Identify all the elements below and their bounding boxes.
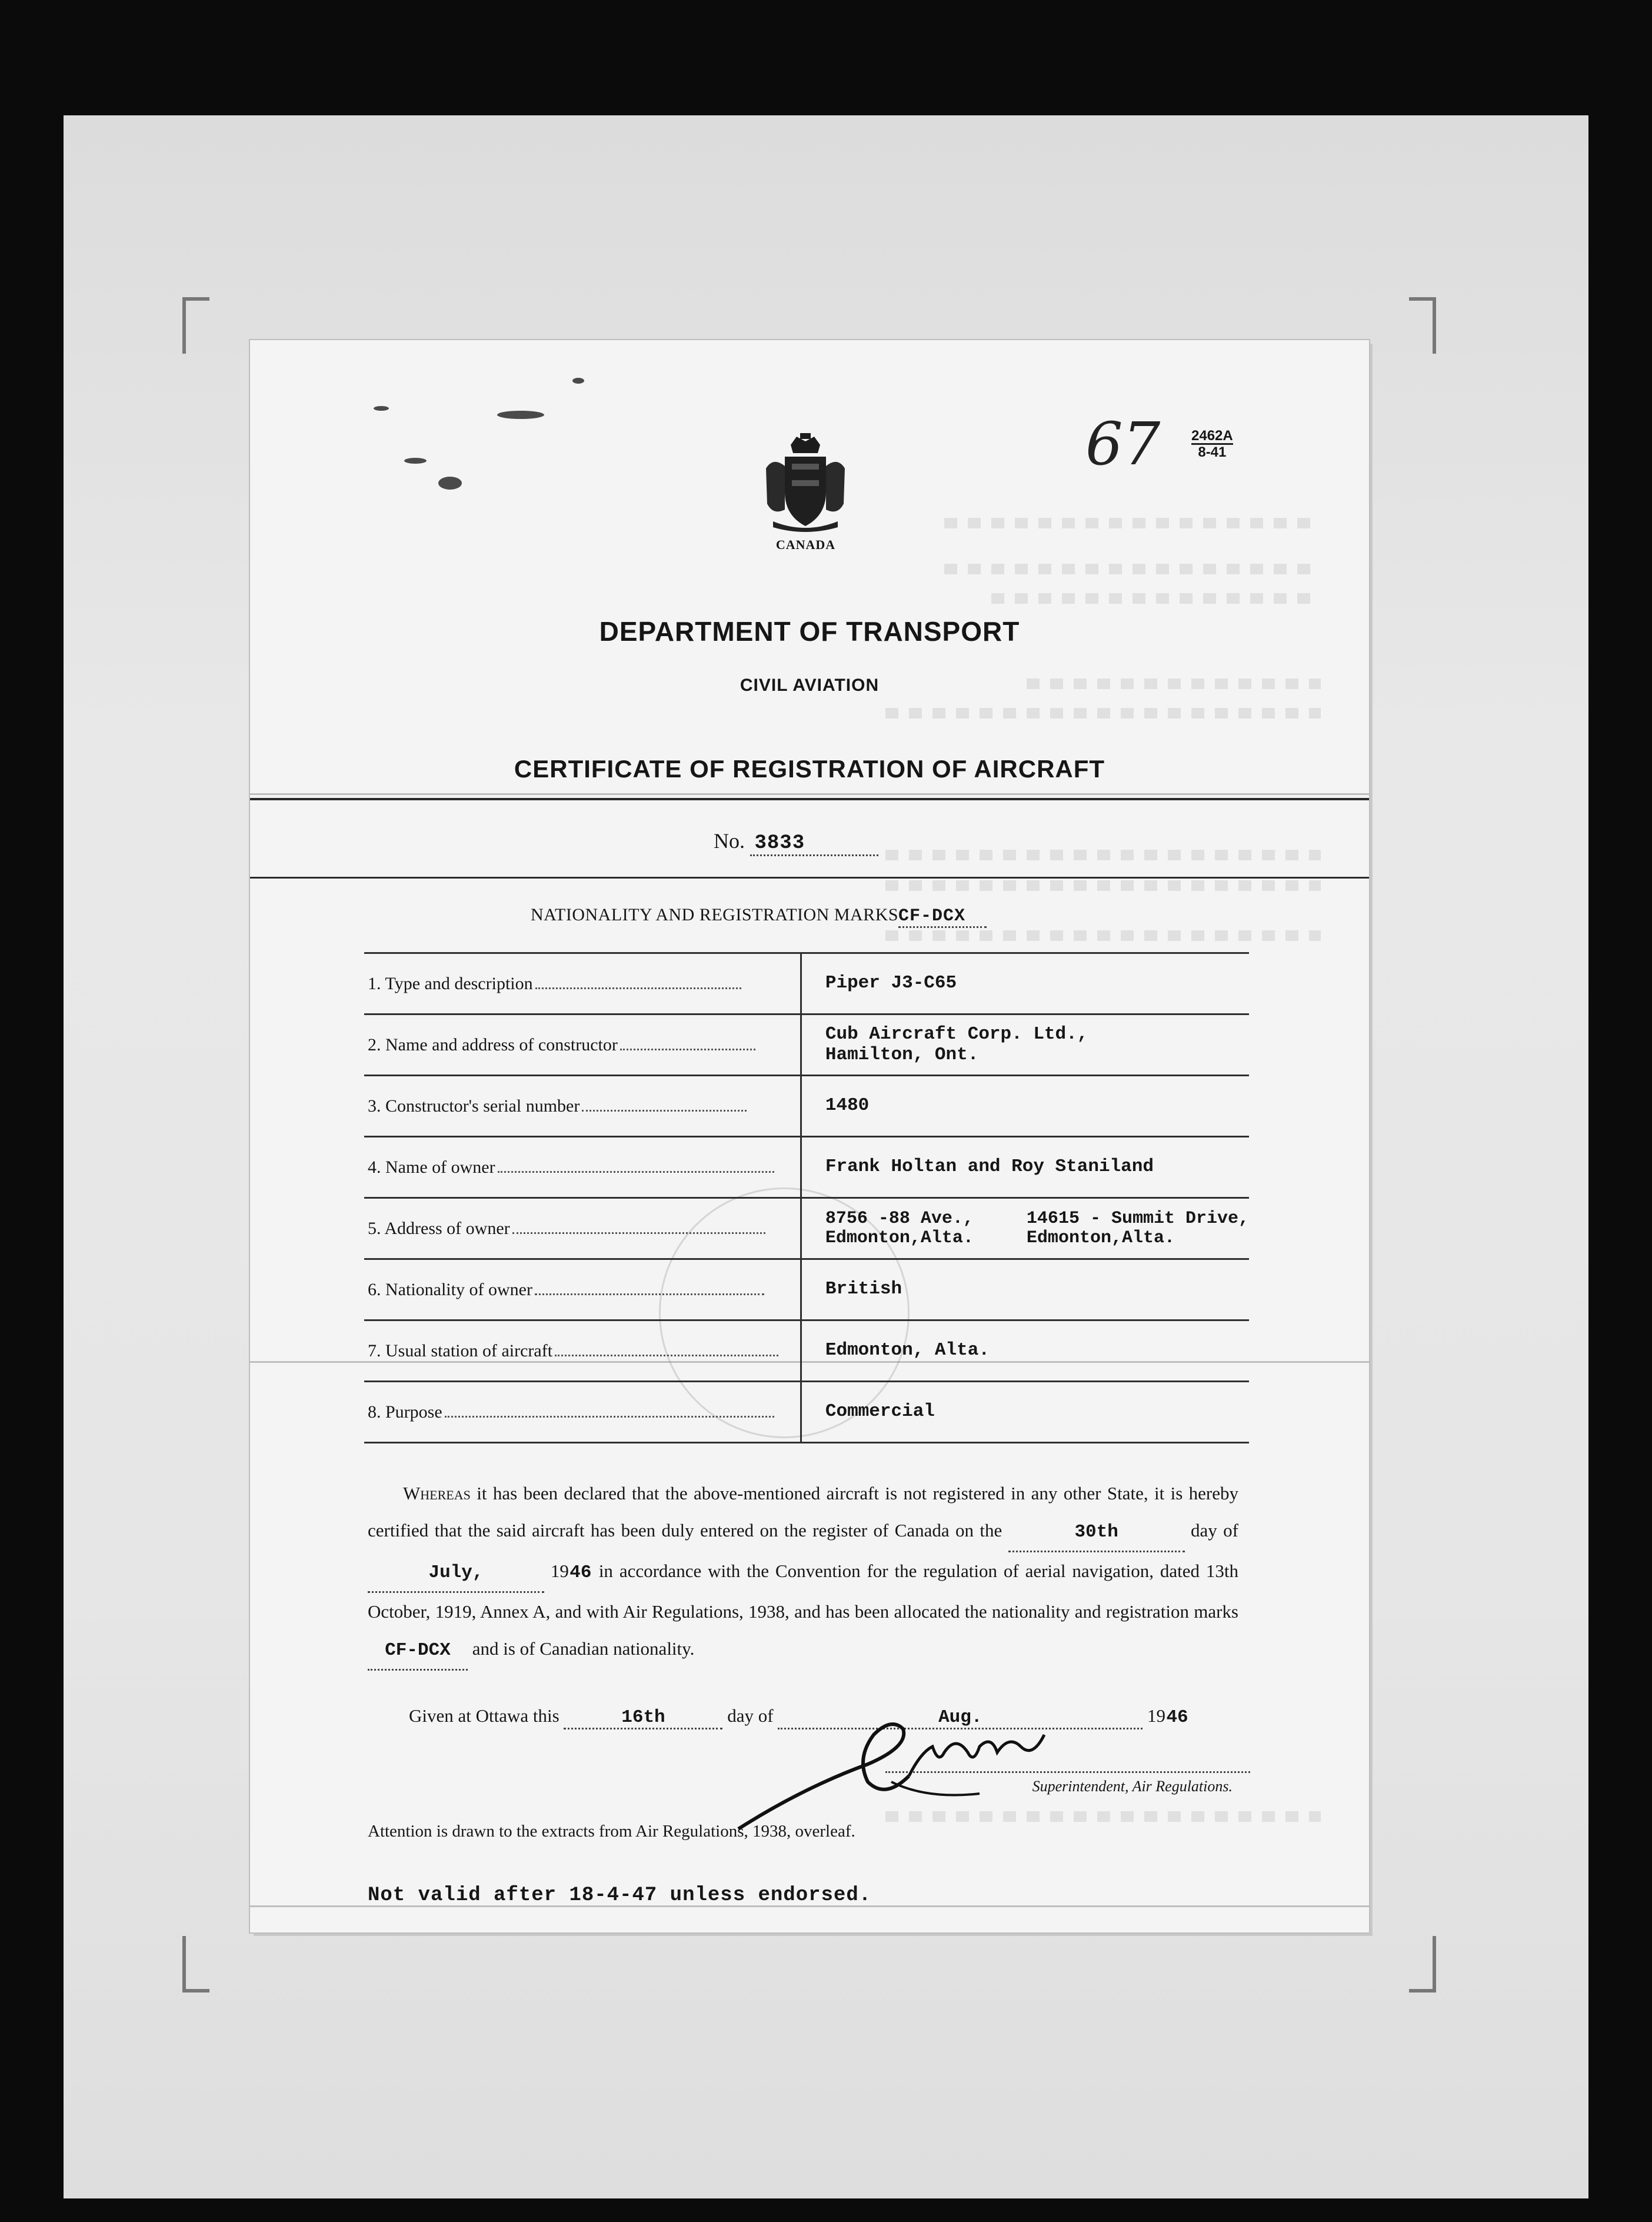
given-month: Aug. <box>778 1707 1143 1729</box>
certification-text-1: it has been declared that the above-mentioned aircraft is not registered in any other State, it is hereby certified that the said aircraft has been duly entered on the register of Canada on the <box>368 1483 1239 1541</box>
handwritten-signature <box>732 1711 1062 1841</box>
table-row <box>364 1137 1249 1198</box>
canada-coat-of-arms-icon <box>761 433 850 533</box>
leader-dots <box>535 1293 764 1295</box>
section-rule <box>250 877 1369 879</box>
table-row <box>364 1198 1249 1259</box>
row-value: Cub Aircraft Corp. Ltd., Hamilton, Ont. <box>801 1014 1249 1076</box>
ink-spot <box>497 411 544 419</box>
signature-caption: Superintendent, Air Regulations. <box>1032 1778 1233 1795</box>
show-through-text <box>885 708 1321 719</box>
ink-spot <box>374 406 389 411</box>
branch-title: CIVIL AVIATION <box>740 676 880 695</box>
row-label: 7. Usual station of aircraft <box>368 1340 553 1361</box>
handwritten-folio-number: 67 <box>1085 410 1161 478</box>
row-label: 5. Address of owner <box>368 1218 510 1238</box>
validity-note: Not valid after 18-4-47 unless endorsed. <box>368 1884 872 1907</box>
show-through-text <box>944 518 1321 528</box>
leader-dots <box>582 1110 747 1112</box>
show-through-text <box>885 930 1321 941</box>
leader-dots <box>512 1232 765 1234</box>
leader-dots <box>535 987 741 989</box>
given-year-prefix: 19 <box>1147 1705 1166 1726</box>
given-day: 16th <box>564 1707 722 1729</box>
crop-mark-bottom-right <box>1409 1936 1436 1993</box>
table-row <box>364 1320 1249 1382</box>
leader-dots <box>445 1416 774 1418</box>
form-number-top: 2462A <box>1191 428 1233 445</box>
attention-note: Attention is drawn to the extracts from Air Regulations, 1938, overleaf. <box>368 1822 855 1841</box>
particulars-table <box>364 952 1249 1443</box>
paper-fold <box>250 793 1369 795</box>
registration-number-value: 3833 <box>750 832 878 856</box>
registration-marks-fill: CF-DCX <box>368 1632 468 1671</box>
crop-mark-top-left <box>182 297 209 354</box>
given-day-of: day of <box>727 1705 774 1726</box>
row-value: Frank Holtan and Roy Staniland <box>801 1137 1249 1198</box>
row-value: Edmonton, Alta. <box>801 1320 1249 1382</box>
row-label: 3. Constructor's serial number <box>368 1096 580 1116</box>
row-value: Piper J3-C65 <box>801 953 1249 1014</box>
form-number-bottom: 8-41 <box>1198 444 1227 461</box>
given-year-suffix: 46 <box>1166 1707 1188 1728</box>
nationality-marks <box>531 905 987 928</box>
certificate-title: CERTIFICATE OF REGISTRATION OF AIRCRAFT <box>514 755 1105 783</box>
leader-dots <box>620 1049 755 1050</box>
table-row <box>364 1014 1249 1076</box>
ink-spot <box>438 477 462 490</box>
registered-month: July, <box>368 1554 544 1593</box>
certificate-sheet <box>250 340 1369 1932</box>
table-row <box>364 1382 1249 1443</box>
registration-number-label: No. <box>714 829 745 853</box>
whereas-word: Whereas <box>403 1483 471 1503</box>
show-through-text <box>885 880 1321 891</box>
leader-dots <box>498 1171 774 1173</box>
registered-day: 30th <box>1008 1514 1185 1552</box>
nationality-marks-label: NATIONALITY AND REGISTRATION MARKS <box>531 905 899 924</box>
table-row <box>364 1259 1249 1320</box>
certification-text-2: in accordance with the Convention for the regulation of aerial navigation, dated 13th October, 1919, Annex A, and with Air Regulations, 1938, and has been allocated the nationality and registration marks <box>368 1561 1238 1622</box>
row-label: 8. Purpose <box>368 1402 442 1422</box>
registered-year-prefix: 19 <box>550 1561 569 1581</box>
table-row <box>364 953 1249 1014</box>
certification-text-3: and is of Canadian nationality. <box>472 1638 695 1659</box>
given-label: Given at Ottawa this <box>409 1705 559 1726</box>
show-through-text <box>944 564 1321 574</box>
row-label: 2. Name and address of constructor <box>368 1035 618 1055</box>
crop-mark-bottom-left <box>182 1936 209 1993</box>
leader-dots <box>555 1355 778 1356</box>
row-value: British <box>801 1259 1249 1320</box>
registered-day-of: day of <box>1191 1520 1238 1541</box>
registration-number <box>714 829 878 856</box>
row-value: Commercial <box>801 1382 1249 1443</box>
certification-paragraph <box>368 1475 1238 1671</box>
ink-spot <box>404 458 427 464</box>
show-through-text <box>991 593 1321 604</box>
title-rule <box>250 798 1369 800</box>
row-value: 8756 -88 Ave., 14615 - Summit Drive, Edmonton,Alta. Edmonton,Alta. <box>801 1198 1249 1259</box>
show-through-text <box>885 850 1321 860</box>
nationality-marks-value: CF-DCX <box>898 906 987 928</box>
table-row <box>364 1076 1249 1137</box>
row-label: 1. Type and description <box>368 973 533 993</box>
ink-spot <box>572 378 584 384</box>
row-value: 1480 <box>801 1076 1249 1137</box>
crest-caption: CANADA <box>775 537 836 552</box>
crop-mark-top-right <box>1409 297 1436 354</box>
registered-year-suffix: 46 <box>569 1562 592 1583</box>
department-title: DEPARTMENT OF TRANSPORT <box>599 616 1020 647</box>
form-number <box>1191 428 1233 460</box>
row-label: 4. Name of owner <box>368 1157 495 1177</box>
row-label: 6. Nationality of owner <box>368 1279 532 1299</box>
